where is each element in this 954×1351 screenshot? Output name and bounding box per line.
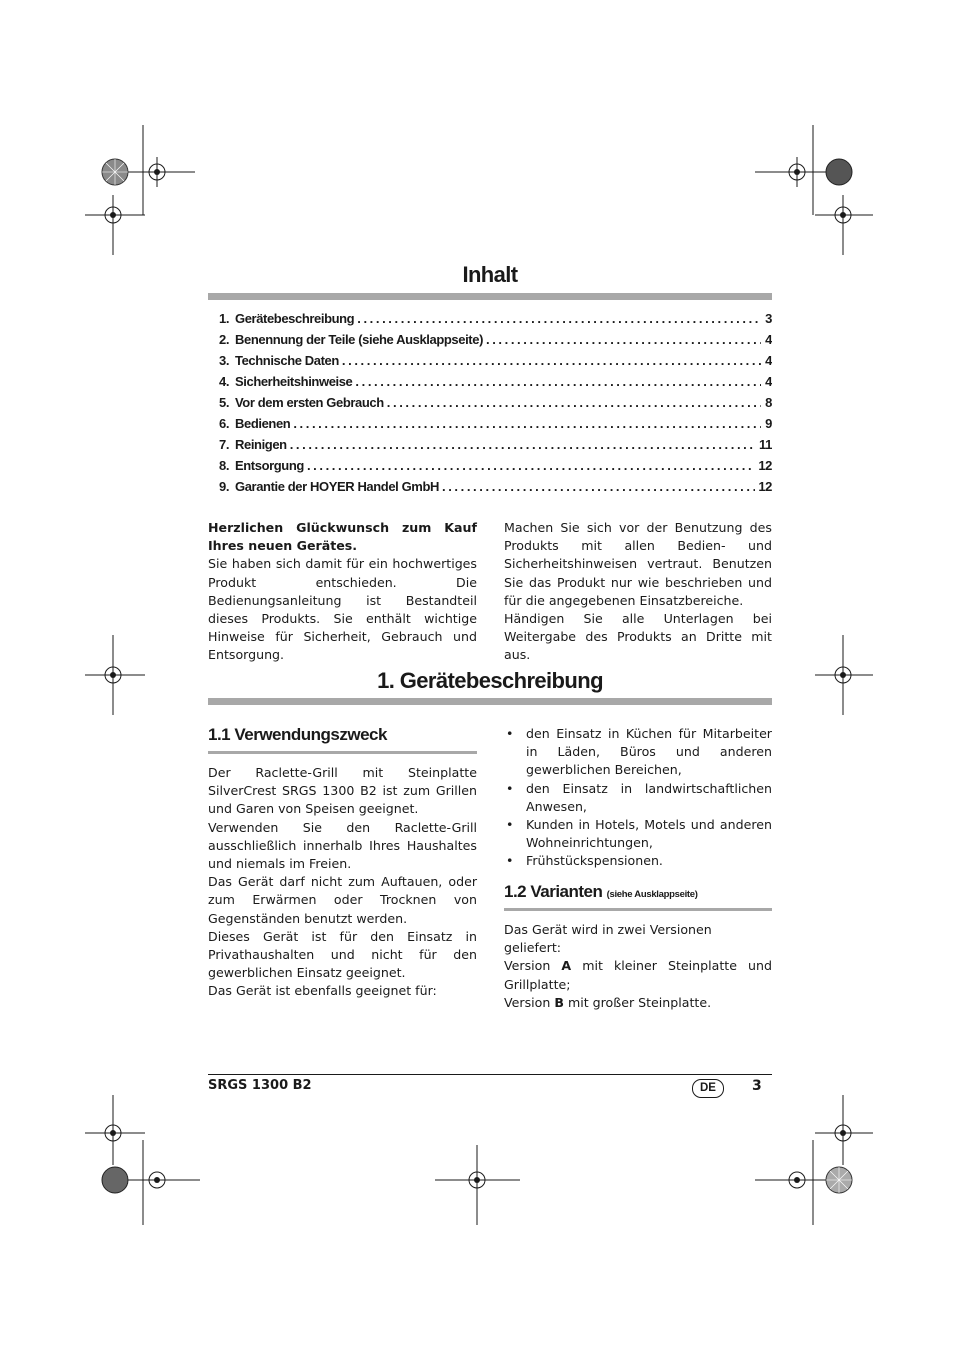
usage-column <box>208 764 477 1001</box>
usage-paragraph: Verwenden Sie den Raclette-Grill ausschließlich innerhalb Ihres Haushaltes und niemals im Freien. <box>208 819 477 872</box>
toc-entry-page: 8 <box>765 395 772 410</box>
color-wheel-icon <box>824 1165 854 1195</box>
toc-entry-label: Reinigen <box>235 437 287 452</box>
toc-entry-page: 4 <box>765 332 772 347</box>
usage-bullets-column <box>504 725 772 871</box>
toc-entry-number: 6. <box>219 416 230 431</box>
toc-entry[interactable] <box>219 479 772 500</box>
registration-mark-icon <box>815 635 875 715</box>
list-item: • Frühstückspensionen. <box>504 852 772 870</box>
usage-paragraph: Das Gerät darf nicht zum Auftauen, oder zum Erwärmen oder Trocknen von Gegenständen benutzt werden. <box>208 874 477 926</box>
usage-paragraph: Dieses Gerät ist für den Einsatz in Privathaushalten und nicht für den gewerblichen Einsatz geeignet. <box>208 928 477 981</box>
toc-entry[interactable] <box>219 311 772 332</box>
toc-entry-number: 4. <box>219 374 230 389</box>
toc-leader-dots <box>486 332 761 347</box>
toc-entry-page: 12 <box>758 458 772 473</box>
toc-entry-label: Vor dem ersten Gebrauch <box>235 395 384 410</box>
toc-entry[interactable] <box>219 395 772 416</box>
variant-b <box>504 994 772 1012</box>
toc-entry[interactable] <box>219 416 772 437</box>
registration-mark-icon <box>435 1145 520 1225</box>
toc-leader-dots <box>342 353 761 368</box>
toc-leader-dots <box>293 416 761 431</box>
variant-text: mit großer Steinplatte. <box>567 994 712 1010</box>
registration-mark-icon <box>85 195 145 255</box>
toc-entry-number: 1. <box>219 311 230 326</box>
intro-lead: Herzlichen Glückwunsch zum Kauf Ihres neuen Gerätes. <box>208 520 477 554</box>
variant-prefix: Version <box>504 958 551 974</box>
toc-entry-label: Technische Daten <box>235 353 339 368</box>
toc-title: Inhalt <box>462 262 518 287</box>
toc-leader-dots <box>387 395 761 410</box>
registration-mark-icon <box>85 635 145 715</box>
usage-paragraph: Das Gerät ist ebenfalls geeignet für: <box>208 983 437 999</box>
subsection-title <box>504 882 698 902</box>
registration-mark-icon <box>815 195 875 255</box>
intro-left-text: Sie haben sich damit für ein hochwertiges Produkt entschieden. Die Bedienungsanleitung ist Bestandteil dieses Produkts. Sie enthält wichtige Hinweise für Sicherheit, Gebrauch und Entsorgung. <box>208 556 477 663</box>
variants-column <box>504 921 772 1012</box>
table-of-contents <box>219 311 772 500</box>
color-wheel-icon <box>100 157 130 187</box>
toc-entry-label: Bedienen <box>235 416 291 431</box>
variant-a <box>504 957 772 993</box>
page-number: 3 <box>752 1078 762 1094</box>
usage-bullet-list <box>504 725 772 871</box>
toc-title-bar <box>208 293 772 300</box>
intro-right-column <box>504 519 772 665</box>
toc-entry-number: 9. <box>219 479 230 494</box>
subsection-rule <box>208 751 477 754</box>
toc-entry[interactable] <box>219 374 772 395</box>
toc-leader-dots <box>357 311 761 326</box>
intro-right-paragraph: Händigen Sie alle Unterlagen bei Weitergabe des Produkts an Dritte mit aus. <box>504 611 772 663</box>
color-wheel-icon <box>824 157 854 187</box>
footer-rule <box>208 1074 772 1075</box>
section-title: 1. Gerätebeschreibung <box>377 668 603 693</box>
toc-leader-dots <box>442 479 755 494</box>
toc-entry-label: Benennung der Teile (siehe Ausklappseite) <box>235 332 483 347</box>
toc-leader-dots <box>290 437 756 452</box>
subsection-title: 1.1 Verwendungszweck <box>208 725 387 744</box>
toc-entry-number: 5. <box>219 395 230 410</box>
toc-entry-page: 11 <box>759 437 772 452</box>
subsection-rule <box>504 908 772 911</box>
list-item: • den Einsatz in landwirtschaftlichen Anwesen, <box>504 780 772 816</box>
variant-prefix: Version <box>504 994 551 1010</box>
variants-intro: Das Gerät wird in zwei Versionen geliefert: <box>504 922 712 956</box>
toc-entry-page: 3 <box>765 311 772 326</box>
toc-entry[interactable] <box>219 353 772 374</box>
toc-entry-label: Gerätebeschreibung <box>235 311 355 326</box>
variant-letter: A <box>561 958 572 974</box>
variant-letter: B <box>554 994 564 1010</box>
toc-entry-label: Entsorgung <box>235 458 304 473</box>
toc-entry[interactable] <box>219 332 772 353</box>
footer-model: SRGS 1300 B2 <box>208 1078 312 1093</box>
toc-entry-page: 4 <box>765 374 772 389</box>
toc-leader-dots <box>355 374 761 389</box>
toc-entry-number: 7. <box>219 437 230 452</box>
variant-text: mit kleiner Steinplatte und Grillplatte; <box>504 958 772 992</box>
subsection-title-text: 1.2 Varianten <box>504 882 603 901</box>
intro-right-paragraph: Machen Sie sich vor der Benutzung des Produkts mit allen Bedien- und Sicherheitshinweisen vertraut. Benutzen Sie das Produkt nur wie beschrieben und für die angegebenen Einsatzbereiche. <box>504 520 772 608</box>
color-wheel-icon <box>100 1165 130 1195</box>
list-item: • Kunden in Hotels, Motels und anderen Wohneinrichtungen, <box>504 816 772 852</box>
toc-entry-number: 3. <box>219 353 230 368</box>
toc-entry-page: 12 <box>758 479 772 494</box>
section-title-bar <box>208 698 772 705</box>
toc-leader-dots <box>307 458 755 473</box>
usage-paragraph: Der Raclette-Grill mit Steinplatte SilverCrest SRGS 1300 B2 ist zum Grillen und Garen von Speisen geeignet. <box>208 765 477 817</box>
subsection-title-note: (siehe Ausklappseite) <box>606 889 698 900</box>
toc-entry[interactable] <box>219 458 772 479</box>
toc-entry-page: 4 <box>765 353 772 368</box>
toc-entry[interactable] <box>219 437 772 458</box>
toc-entry-label: Sicherheitshinweise <box>235 374 353 389</box>
list-item: • den Einsatz in Küchen für Mitarbeiter in Läden, Büros und anderen gewerblichen Bereichen, <box>504 725 772 780</box>
toc-entry-number: 8. <box>219 458 230 473</box>
toc-entry-page: 9 <box>765 416 772 431</box>
intro-left-column <box>208 519 477 665</box>
language-badge: DE <box>692 1079 724 1098</box>
toc-entry-number: 2. <box>219 332 230 347</box>
toc-entry-label: Garantie der HOYER Handel GmbH <box>235 479 439 494</box>
